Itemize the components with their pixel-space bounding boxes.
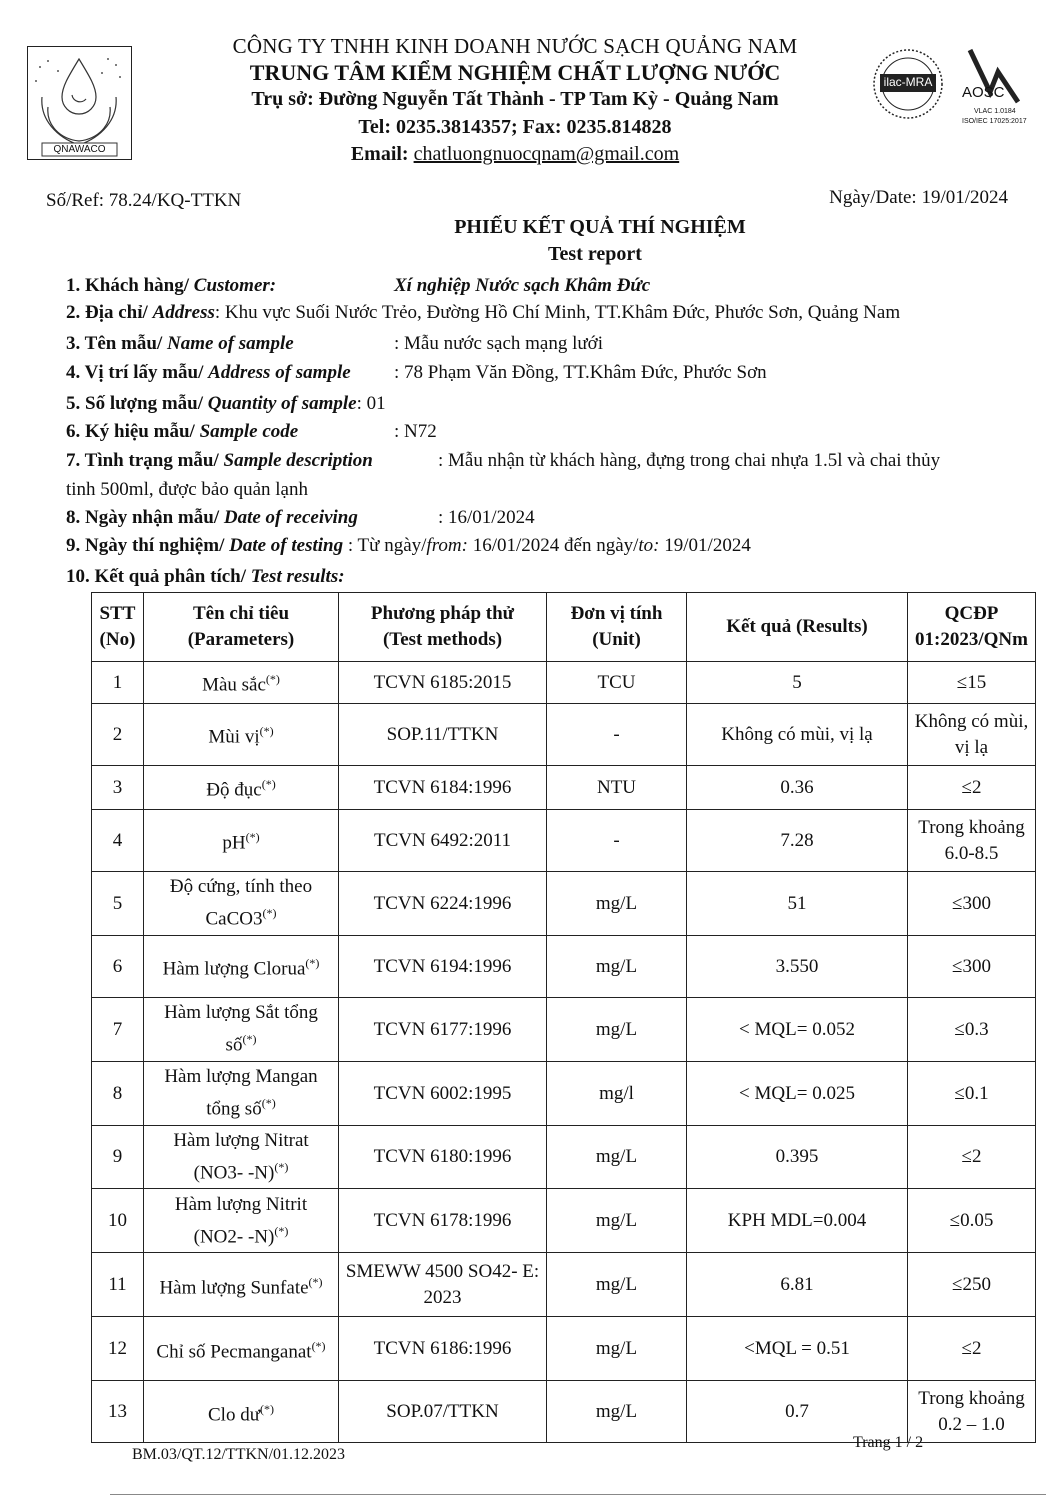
row-unit: NTU <box>547 766 687 810</box>
sample-description-label: 7. Tình trạng mẫu/ <box>66 450 224 471</box>
table-row <box>92 1317 1036 1381</box>
customer-line <box>66 275 651 297</box>
row-unit: - <box>547 810 687 872</box>
row-param: Hàm lượng Clorua(*) <box>144 936 339 998</box>
table-row <box>92 1062 1036 1126</box>
row-result: 51 <box>687 872 908 936</box>
row-result: 5 <box>687 662 908 704</box>
sample-name-line <box>66 333 604 355</box>
row-standard: Trong khoảng 6.0-8.5 <box>908 810 1036 872</box>
sample-location-label-en: Address of sample <box>208 362 351 383</box>
results-label-en: Test results: <box>250 566 345 587</box>
row-param: Màu sắc(*) <box>144 662 339 704</box>
customer-value: Xí nghiệp Nước sạch Khâm Đức <box>394 275 651 296</box>
row-method: TCVN 6224:1996 <box>339 872 547 936</box>
row-method: TCVN 6184:1996 <box>339 766 547 810</box>
email-link[interactable]: chatluongnuocqnam@gmail.com <box>413 143 680 165</box>
row-method: TCVN 6186:1996 <box>339 1317 547 1381</box>
row-no: 7 <box>92 998 144 1062</box>
row-no: 1 <box>92 662 144 704</box>
row-unit: mg/L <box>547 1253 687 1317</box>
row-no: 6 <box>92 936 144 998</box>
row-no: 4 <box>92 810 144 872</box>
ilac-label: ilac-MRA <box>883 75 933 89</box>
company-email-line <box>150 143 880 166</box>
reference-mark: (*) <box>261 1096 276 1111</box>
customer-label: 1. Khách hàng/ <box>66 275 194 296</box>
row-no: 11 <box>92 1253 144 1317</box>
row-no: 9 <box>92 1126 144 1189</box>
table-row <box>92 936 1036 998</box>
row-param: Mùi vị(*) <box>144 704 339 766</box>
reference-mark: (*) <box>245 830 260 845</box>
row-standard: ≤300 <box>908 872 1036 936</box>
sample-location-value: : 78 Phạm Văn Đồng, TT.Khâm Đức, Phước Sơn <box>394 362 767 383</box>
row-method: SOP.11/TTKN <box>339 704 547 766</box>
table-row <box>92 810 1036 872</box>
row-standard: ≤0.3 <box>908 998 1036 1062</box>
reference-mark: (*) <box>305 956 320 971</box>
results-label: 10. Kết quả phân tích/ <box>66 566 251 587</box>
table-row <box>92 1126 1036 1189</box>
sample-code-label-en: Sample code <box>199 421 299 442</box>
test-date-to-label: to: <box>638 535 660 556</box>
reference-mark: (*) <box>259 724 274 739</box>
reference-mark: (*) <box>261 777 276 792</box>
test-date-from-prefix: : Từ ngày/ <box>347 535 427 556</box>
iso-label: ISO/IEC 17025:2017 <box>962 118 1027 125</box>
row-method: TCVN 6185:2015 <box>339 662 547 704</box>
row-param: Độ cứng, tính theo CaCO3(*) <box>144 872 339 936</box>
center-name: TRUNG TÂM KIỂM NGHIỆM CHẤT LƯỢNG NƯỚC <box>249 60 781 85</box>
form-code: BM.03/QT.12/TTKN/01.12.2023 <box>132 1446 346 1463</box>
reference-mark: (*) <box>242 1032 257 1047</box>
row-standard: ≤2 <box>908 1126 1036 1189</box>
row-no: 10 <box>92 1189 144 1253</box>
sample-quantity-label: 5. Số lượng mẫu/ <box>66 393 208 414</box>
row-result: 7.28 <box>687 810 908 872</box>
row-param: pH(*) <box>144 810 339 872</box>
test-date-from-value: 16/01/2024 đến ngày/ <box>467 535 639 556</box>
row-method: SOP.07/TTKN <box>339 1381 547 1443</box>
sample-quantity-value: : 01 <box>356 393 386 414</box>
row-no: 2 <box>92 704 144 766</box>
sample-quantity-line <box>66 393 386 415</box>
reference-mark: (*) <box>262 906 277 921</box>
table-row <box>92 998 1036 1062</box>
sample-description-line <box>66 450 941 472</box>
report-title: PHIẾU KẾT QUẢ THÍ NGHIỆM <box>454 216 746 238</box>
col-header-no: STT (No) <box>92 593 144 662</box>
row-method: TCVN 6002:1995 <box>339 1062 547 1126</box>
reference-number: Số/Ref: 78.24/KQ-TTKN <box>46 190 242 211</box>
row-unit: mg/l <box>547 1062 687 1126</box>
row-result: 0.7 <box>687 1381 908 1443</box>
row-result: Không có mùi, vị lạ <box>687 704 908 766</box>
logo-text: QNAWACO <box>53 144 106 155</box>
sample-code-label: 6. Ký hiệu mẫu/ <box>66 421 200 442</box>
address-label: 2. Địa chỉ/ <box>66 302 153 323</box>
row-method: TCVN 6180:1996 <box>339 1126 547 1189</box>
test-date-from-label: from: <box>426 535 468 556</box>
row-result: < MQL= 0.052 <box>687 998 908 1062</box>
row-standard: ≤0.05 <box>908 1189 1036 1253</box>
sample-description-cont: tinh 500ml, được bảo quản lạnh <box>66 479 308 500</box>
row-method: TCVN 6178:1996 <box>339 1189 547 1253</box>
col-header-method: Phương pháp thử (Test methods) <box>339 593 547 662</box>
test-date-line <box>66 535 751 557</box>
page-bottom-rule <box>110 1494 1046 1495</box>
row-standard: Không có mùi, vị lạ <box>908 704 1036 766</box>
receive-date-value: : 16/01/2024 <box>438 507 535 528</box>
company-name: CÔNG TY TNHH KINH DOANH NƯỚC SẠCH QUẢNG NAM <box>232 34 798 58</box>
sample-location-line <box>66 362 767 384</box>
row-unit: mg/L <box>547 1126 687 1189</box>
row-method: TCVN 6177:1996 <box>339 998 547 1062</box>
table-row <box>92 704 1036 766</box>
row-standard: ≤0.1 <box>908 1062 1036 1126</box>
reference-mark: (*) <box>308 1274 323 1289</box>
table-row <box>92 766 1036 810</box>
col-header-param: Tên chỉ tiêu (Parameters) <box>144 593 339 662</box>
row-no: 13 <box>92 1381 144 1443</box>
report-date: Ngày/Date: 19/01/2024 <box>829 187 1008 208</box>
row-method: SMEWW 4500 SO42- E: 2023 <box>339 1253 547 1317</box>
reference-mark: (*) <box>274 1223 289 1238</box>
receive-date-label: 8. Ngày nhận mẫu/ <box>66 507 224 528</box>
reference-mark: (*) <box>265 672 280 687</box>
row-param: Hàm lượng Mangan tổng số(*) <box>144 1062 339 1126</box>
row-unit: mg/L <box>547 1381 687 1443</box>
row-result: KPH MDL=0.004 <box>687 1189 908 1253</box>
row-param: Độ đục(*) <box>144 766 339 810</box>
row-param: Hàm lượng Nitrit (NO2- -N)(*) <box>144 1189 339 1253</box>
sample-quantity-label-en: Quantity of sample <box>207 393 357 414</box>
page-number: Trang 1 / 2 <box>853 1434 924 1451</box>
reference-mark: (*) <box>260 1401 274 1416</box>
address-label-en: Address <box>152 302 215 323</box>
table-row <box>92 662 1036 704</box>
table-row <box>92 872 1036 936</box>
sample-location-label: 4. Vị trí lấy mẫu/ <box>66 362 209 383</box>
row-result: 3.550 <box>687 936 908 998</box>
company-phone: Tel: 0235.3814357; Fax: 0235.814828 <box>358 116 672 138</box>
row-param: Hàm lượng Sắt tổng số(*) <box>144 998 339 1062</box>
row-param: Hàm lượng Nitrat (NO3- -N)(*) <box>144 1126 339 1189</box>
vilas-label: VLAC 1.0184 <box>974 108 1016 115</box>
company-logo <box>27 46 132 160</box>
row-result: <MQL = 0.51 <box>687 1317 908 1381</box>
row-unit: - <box>547 704 687 766</box>
aosc-label: AOSC <box>962 84 1005 101</box>
row-param: Hàm lượng Sunfate(*) <box>144 1253 339 1317</box>
company-address: Trụ sở: Đường Nguyễn Tất Thành - TP Tam Kỳ - Quảng Nam <box>251 88 779 110</box>
row-param: Chỉ số Pecmanganat(*) <box>144 1317 339 1381</box>
sample-description-value: : Mẫu nhận từ khách hàng, đựng trong chai nhựa 1.5l và chai thủy <box>438 450 941 471</box>
row-standard: ≤2 <box>908 1317 1036 1381</box>
reference-mark: (*) <box>274 1160 289 1174</box>
row-method: TCVN 6492:2011 <box>339 810 547 872</box>
reference-mark: (*) <box>311 1338 326 1353</box>
sample-name-label: 3. Tên mẫu/ <box>66 333 168 354</box>
row-result: 0.36 <box>687 766 908 810</box>
row-unit: mg/L <box>547 872 687 936</box>
row-standard: ≤2 <box>908 766 1036 810</box>
col-header-unit: Đơn vị tính (Unit) <box>547 593 687 662</box>
row-standard: ≤300 <box>908 936 1036 998</box>
col-header-standard: QCĐP 01:2023/QNm <box>908 593 1036 662</box>
row-unit: TCU <box>547 662 687 704</box>
test-date-to-value: 19/01/2024 <box>659 535 751 556</box>
sample-code-value: : N72 <box>394 421 437 442</box>
row-unit: mg/L <box>547 936 687 998</box>
address-line <box>66 302 900 324</box>
table-header-row <box>92 593 1036 662</box>
report-title-en: Test report <box>548 243 642 265</box>
receive-date-line <box>66 507 535 529</box>
results-heading <box>66 566 345 588</box>
row-standard: ≤250 <box>908 1253 1036 1317</box>
sample-name-value: : Mẫu nước sạch mạng lưới <box>394 333 604 354</box>
sample-name-label-en: Name of sample <box>167 333 294 354</box>
customer-label-en: Customer: <box>193 275 277 296</box>
results-table <box>91 592 1036 1443</box>
row-result: 0.395 <box>687 1126 908 1189</box>
row-param: Clo dư(*) <box>144 1381 339 1443</box>
accreditation-marks <box>870 42 1030 132</box>
address-value: : Khu vực Suối Nước Trẻo, Đường Hồ Chí Minh, TT.Khâm Đức, Phước Sơn, Quảng Nam <box>214 302 901 323</box>
sample-description-label-en: Sample description <box>223 450 373 471</box>
row-standard: Trong khoảng 0.2 – 1.0 <box>908 1381 1036 1443</box>
row-unit: mg/L <box>547 1189 687 1253</box>
row-unit: mg/L <box>547 998 687 1062</box>
table-row <box>92 1253 1036 1317</box>
row-method: TCVN 6194:1996 <box>339 936 547 998</box>
row-no: 8 <box>92 1062 144 1126</box>
table-row <box>92 1189 1036 1253</box>
row-result: < MQL= 0.025 <box>687 1062 908 1126</box>
sample-code-line <box>66 421 437 443</box>
test-date-label-en: Date of testing <box>229 535 344 556</box>
row-no: 3 <box>92 766 144 810</box>
col-header-result: Kết quả (Results) <box>687 593 908 662</box>
test-date-label: 9. Ngày thí nghiệm/ <box>66 535 230 556</box>
row-no: 5 <box>92 872 144 936</box>
row-result: 6.81 <box>687 1253 908 1317</box>
row-no: 12 <box>92 1317 144 1381</box>
row-unit: mg/L <box>547 1317 687 1381</box>
receive-date-label-en: Date of receiving <box>223 507 358 528</box>
row-standard: ≤15 <box>908 662 1036 704</box>
email-label: Email: <box>350 143 414 165</box>
